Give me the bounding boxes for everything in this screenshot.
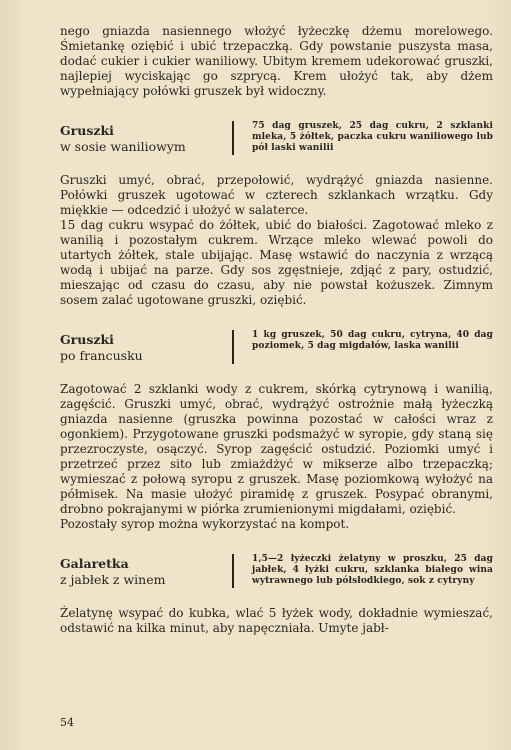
recipe-paragraph: Żelatynę wsypać do kubka, wlać 5 łyżek wody, dokładnie wymieszać, odstawić na kilka minut, aby napęczniała. Umyte jabł- — [60, 606, 493, 635]
recipe-title-1 — [60, 121, 232, 155]
recipe-body-2 — [60, 382, 493, 532]
recipe-header-1 — [60, 121, 493, 155]
recipe-header-3 — [60, 554, 493, 588]
ingredients-list-3: 1,5—2 łyżeczki żelatyny w proszku, 25 dag jabłek, 4 łyżki cukru, szklanka białego wina wytrawnego lub półsłodkiego, sok z cytryny — [252, 554, 493, 586]
recipe-title-sub: z jabłek z winem — [60, 572, 166, 587]
recipe-title-main: Galaretka — [60, 556, 129, 571]
page-number: 54 — [60, 716, 74, 729]
recipe-title-2 — [60, 330, 232, 364]
recipe-body-1 — [60, 173, 493, 308]
ingredients-list-1: 75 dag gruszek, 25 dag cukru, 2 szklanki mleka, 5 żółtek, paczka cukru waniliowego lub pół laski wanilii — [252, 121, 493, 153]
recipe-paragraph: 15 dag cukru wsypać do żółtek, ubić do białości. Zagotować mleko z wanilią i pozostałym cukrem. Wrzące mleko wlewać powoli do utartych żółtek, stale ubijając. Masę wstawić do naczynia z wrzącą wodą i ubijać na parze. Gdy sos zgęstnieje, zdjąć z pary, ostudzić, mieszając od czasu do czasu, aby nie powstał kożuszek. Zimnym sosem zalać ugotowane gruszki, oziębić. — [60, 218, 493, 307]
recipe-title-sub: w sosie waniliowym — [60, 139, 186, 154]
recipe-paragraph: Gruszki umyć, obrać, przepołowić, wydrążyć gniazda nasienne. Połówki gruszek ugotować w czterech szklankach wrzątku. Gdy miękkie — odcedzić i ułożyć w salaterce. — [60, 173, 493, 217]
recipe-body-3 — [60, 606, 493, 636]
divider-rule — [232, 554, 234, 588]
divider-rule — [232, 330, 234, 364]
recipe-title-main: Gruszki — [60, 332, 114, 347]
recipe-title-sub: po francusku — [60, 348, 143, 363]
recipe-title-3 — [60, 554, 232, 588]
recipe-header-2 — [60, 330, 493, 364]
divider-rule — [232, 121, 234, 155]
recipe-paragraph: Pozostały syrop można wykorzystać na kompot. — [60, 517, 350, 531]
recipe-title-main: Gruszki — [60, 123, 114, 138]
recipe-paragraph: Zagotować 2 szklanki wody z cukrem, skórką cytrynową i wanilią, zagęścić. Gruszki umyć, obrać, wydrążyć ostrożnie małą łyżeczką gniazda nasienne (gruszka powinna pozostać w całości wraz z ogonkiem). Przygotowane gruszki podsmażyć w syropie, gdy staną się przezroczyste, osączyć. Syrop zagęścić ostudzić. Poziomki umyć i przetrzeć przez sito lub zmiażdżyć w mikserze albo trzepaczką; wymieszać z połową syropu z gruszek. Masę poziomkową wyłożyć na półmisek. Na masie ułożyć piramidę z gruszek. Posypać obranymi, drobno pokrajanymi w piórka zrumienionymi migdałami, oziębić. — [60, 382, 493, 516]
intro-paragraph: nego gniazda nasiennego włożyć łyżeczkę dżemu morelowego. Śmietankę oziębić i ubić trzepaczką. Gdy powstanie puszysta masa, dodać cukier i cukier waniliowy. Ubitym kremem udekorować gruszki, najlepiej wyciskając go szprycą. Krem ułożyć tak, aby dżem wypełniający połówki gruszek był widoczny. — [60, 24, 493, 98]
ingredients-list-2: 1 kg gruszek, 50 dag cukru, cytryna, 40 dag poziomek, 5 dag migdałów, laska wanilii — [252, 330, 493, 351]
